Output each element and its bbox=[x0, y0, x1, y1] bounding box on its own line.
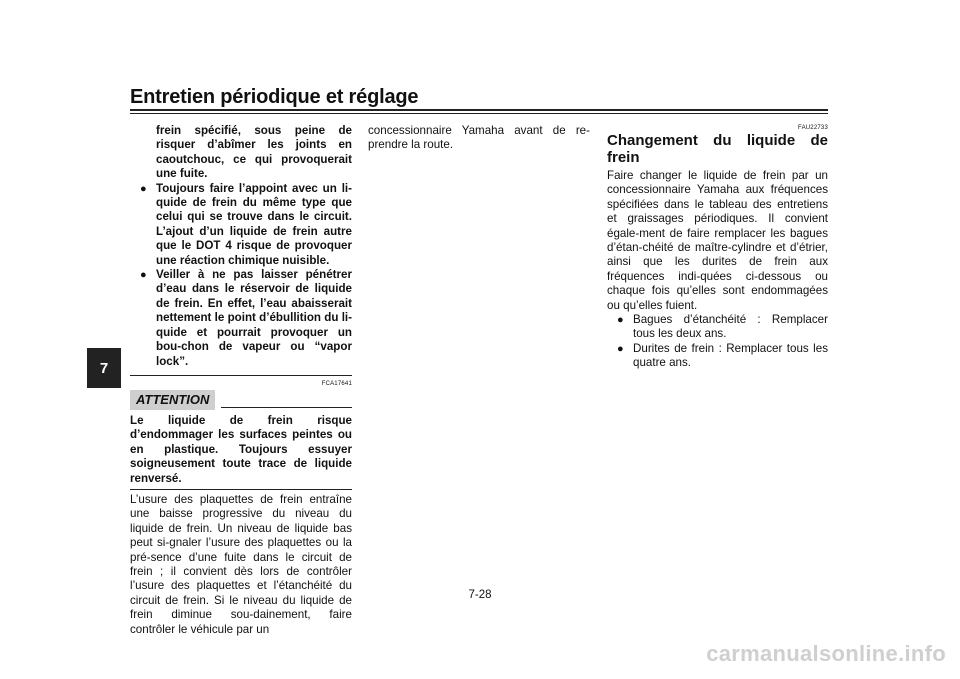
list-item bbox=[130, 268, 352, 369]
bullet-icon: ● bbox=[140, 182, 147, 195]
body-paragraph: concessionnaire Yamaha avant de re-prendre la route. bbox=[368, 124, 590, 152]
watermark: carmanualsonline.info bbox=[706, 641, 946, 666]
list-item bbox=[130, 182, 352, 268]
bullet-icon: ● bbox=[617, 314, 624, 327]
attention-header bbox=[130, 388, 352, 410]
list-item-text: Durites de frein : Remplacer tous les quatre ans. bbox=[633, 341, 828, 370]
attention-text: Le liquide de frein risque d’endommager les surfaces peintes ou en plastique. Toujours essuyer soigneusement toute trace de liquide renversé. bbox=[130, 413, 352, 485]
column-2 bbox=[368, 124, 590, 153]
reference-code: FAU22733 bbox=[798, 125, 828, 131]
list-item bbox=[607, 342, 828, 371]
list-item-text: Bagues d’étanchéité : Remplacer tous les deux ans. bbox=[633, 313, 828, 341]
section-divider bbox=[130, 375, 352, 376]
list-item-text: Veiller à ne pas laisser pénétrer d’eau dans le réservoir de liquide de frein. En effet, l’eau abaisserait nettement le point d’ébullition du li-quide et pourrait provoquer un bou-chon de vapeur ou “vapor lock”. bbox=[156, 268, 352, 368]
list-item-text: Toujours faire l’appoint avec un li-quide de frein du même type que celui qui se trouve dans le circuit. L’ajout d’un liquide de frein autre que le DOT 4 risque de provoquer une réaction chimique nuisible. bbox=[156, 181, 352, 267]
bullet-icon: ● bbox=[617, 342, 624, 355]
section-divider bbox=[130, 489, 352, 490]
page-title: Entretien périodique et réglage bbox=[130, 86, 419, 108]
reference-code: FCA17641 bbox=[321, 380, 352, 387]
attention-rule bbox=[221, 407, 352, 408]
chapter-tab: 7 bbox=[87, 348, 121, 388]
header-rule-thin bbox=[130, 113, 828, 114]
attention-label: ATTENTION bbox=[130, 390, 215, 410]
body-paragraph: L’usure des plaquettes de frein entraîne une baisse progressive du niveau du liquide de frein. Un niveau de liquide bas peut si-gnaler l’usure des plaquettes ou la pré-sence d’une fuite dans le circuit de frein ; il convient dès lors de contrôler l’usure des plaquettes et l’étanchéité du circuit de frein. Si le niveau du liquide de frein diminue sou-dainement, faire contrôler le véhicule par un bbox=[130, 492, 352, 636]
column-1 bbox=[130, 124, 352, 637]
warning-intro: frein spécifié, sous peine de risquer d’abîmer les joints en caoutchouc, ce qui provoquerait une fuite. bbox=[156, 124, 352, 181]
column-3 bbox=[607, 124, 828, 371]
list-item bbox=[607, 313, 828, 342]
page-number: 7-28 bbox=[468, 589, 492, 601]
bullet-icon: ● bbox=[140, 269, 147, 282]
section-heading: Changement du liquide de frein bbox=[607, 132, 828, 166]
header-rule bbox=[130, 109, 828, 111]
body-paragraph: Faire changer le liquide de frein par un concessionnaire Yamaha aux fréquences spécifiées dans le tableau des entretiens et graissages périodiques. Il convient égale-ment de faire remplacer les bagues d’étan-chéité de maître-cylindre et d’étrier, ainsi que les durites de frein aux fréquences indi-quées ci-dessous ou chaque fois qu’elles sont endommagées ou qu’elles fuient. bbox=[607, 169, 828, 312]
